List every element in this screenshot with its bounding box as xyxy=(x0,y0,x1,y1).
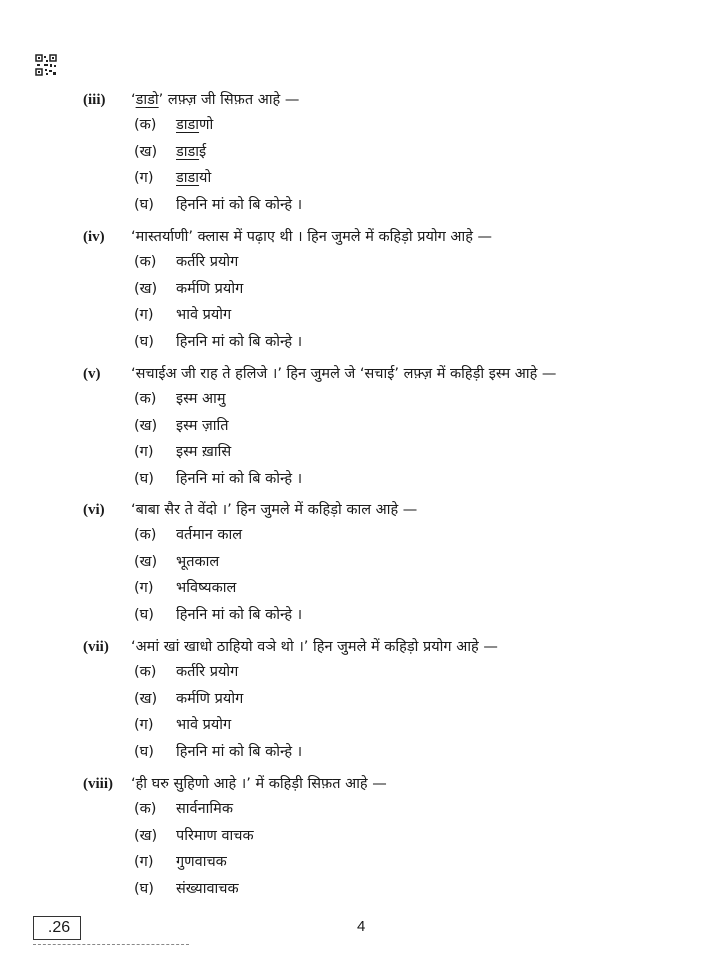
question-text xyxy=(131,227,707,247)
question-number: (vi) xyxy=(83,502,105,518)
question-text xyxy=(131,637,707,657)
option-text-part: भावे प्रयोग xyxy=(176,307,232,323)
question-text-part: ड xyxy=(135,92,148,108)
option-text-part: ड xyxy=(176,143,188,160)
option-text-part: भावे प्रयोग xyxy=(176,717,232,733)
option-label: (ग) xyxy=(134,854,154,870)
qr-code-icon xyxy=(35,54,57,76)
option-label: (ग) xyxy=(134,717,154,733)
answer-option xyxy=(134,279,243,299)
answer-option xyxy=(134,168,211,188)
option-text-part: हिननि मां को बि कोन्हे । xyxy=(176,470,303,487)
option-label: (घ) xyxy=(134,743,154,760)
option-text-part: ाई xyxy=(199,143,207,160)
option-text-part: इस्म ज़ाति xyxy=(176,417,229,434)
question-number: (vii) xyxy=(83,639,109,655)
option-text xyxy=(176,801,233,817)
question-text-part: ‘बाबा सैर ते वेंदो ।’ हिन जुमले में कहिड़ो काल आहे — xyxy=(131,502,418,518)
answer-option xyxy=(134,332,302,352)
option-label: (क) xyxy=(134,391,157,407)
option-label: (ख) xyxy=(134,690,158,707)
answer-option xyxy=(134,826,254,846)
option-text-part: परिमाण वाचक xyxy=(176,827,254,844)
answer-option xyxy=(134,142,206,162)
option-text-part: सार्वनामिक xyxy=(176,801,233,817)
option-label: (क) xyxy=(134,664,157,680)
option-label: (घ) xyxy=(134,333,154,350)
option-text-part: ड xyxy=(187,117,200,133)
question-text-part: ‘ही घरु सुहिणो आहे ।’ में कहिड़ी सिफ़त आहे — xyxy=(131,776,387,792)
option-text xyxy=(176,444,231,460)
option-text-part: कर्मणि प्रयोग xyxy=(176,690,244,707)
option-text xyxy=(176,554,219,570)
option-text xyxy=(176,418,229,434)
question-paper-code: .26 xyxy=(33,916,81,940)
question-number: (viii) xyxy=(83,776,113,792)
answer-option xyxy=(134,662,238,682)
question-text xyxy=(131,774,707,794)
answer-option xyxy=(134,799,233,819)
option-text-part: ड xyxy=(187,170,200,186)
option-text-part: इस्म आमु xyxy=(176,391,226,407)
option-text-part: भविष्यकाल xyxy=(176,580,237,596)
answer-option xyxy=(134,416,229,436)
question-text xyxy=(131,500,707,520)
option-text xyxy=(176,744,302,760)
answer-option xyxy=(134,552,219,572)
option-text xyxy=(176,307,231,323)
option-label: (ख) xyxy=(134,417,158,434)
option-text xyxy=(176,471,302,487)
question-text-part: ‘मास्तर्याणी’ क्लास में पढ़ाए थी । हिन जुमले में कहिड़ो प्रयोग आहे — xyxy=(131,229,493,245)
option-text xyxy=(176,717,231,733)
answer-option xyxy=(134,578,236,598)
option-label: (क) xyxy=(134,527,157,543)
question-number: (v) xyxy=(83,366,101,382)
option-text xyxy=(176,197,302,213)
question-number: (iv) xyxy=(83,229,105,245)
option-text xyxy=(176,334,302,350)
option-text xyxy=(176,691,243,707)
question-text-part: ड xyxy=(147,92,159,108)
option-text-part: ायो xyxy=(199,170,212,186)
answer-option xyxy=(134,879,239,899)
option-text xyxy=(176,254,238,270)
answer-option xyxy=(134,852,227,872)
answer-option xyxy=(134,715,231,735)
answer-option xyxy=(134,605,302,625)
option-text-part: इस्म ख़ासि xyxy=(176,444,232,460)
option-text xyxy=(176,281,243,297)
option-label: (ग) xyxy=(134,307,154,323)
option-text xyxy=(176,580,236,596)
option-text-part: हिननि मां को बि कोन्हे । xyxy=(176,333,303,350)
answer-option xyxy=(134,742,302,762)
option-text-part: हिननि मां को बि कोन्हे । xyxy=(176,743,303,760)
option-label: (घ) xyxy=(134,196,154,213)
option-text-part: कर्मणि प्रयोग xyxy=(176,280,244,297)
option-text-part: भूतकाल xyxy=(176,553,220,570)
option-text-part: गुणवाचक xyxy=(176,854,227,870)
option-text xyxy=(176,391,226,407)
option-text-part: ड xyxy=(176,170,188,186)
question-text-part: ‘सचाईअ जी राह ते हलिजे ।’ हिन जुमले जे ‘सचाई’ लफ़्ज़ में कहिड़ी इस्म आहे — xyxy=(131,366,557,382)
option-text xyxy=(176,144,206,160)
option-text-part: वर्तमान काल xyxy=(176,527,243,543)
option-label: (ख) xyxy=(134,827,158,844)
option-label: (ग) xyxy=(134,444,154,460)
option-label: (क) xyxy=(134,117,157,133)
option-text xyxy=(176,117,213,133)
answer-option xyxy=(134,469,302,489)
question-text xyxy=(131,364,707,384)
question-text-part: ‘अमां खां खाधो ठाहियो वञे थो ।’ हिन जुमले में कहिड़ो प्रयोग आहे — xyxy=(131,639,498,655)
option-label: (ग) xyxy=(134,580,154,596)
answer-option xyxy=(134,442,231,462)
option-text-part: कर्तरि प्रयोग xyxy=(176,664,239,680)
answer-option xyxy=(134,115,213,135)
option-text-part: कर्तरि प्रयोग xyxy=(176,254,239,270)
option-label: (ख) xyxy=(134,553,158,570)
option-label: (क) xyxy=(134,254,157,270)
option-text xyxy=(176,527,242,543)
option-text xyxy=(176,828,254,844)
option-label: (घ) xyxy=(134,470,154,487)
option-text-part: संख्यावाचक xyxy=(176,880,239,897)
question-number: (iii) xyxy=(83,92,106,108)
option-label: (ग) xyxy=(134,170,154,186)
option-label: (घ) xyxy=(134,880,154,897)
option-text-part: ड xyxy=(176,117,188,133)
footer-rule xyxy=(33,944,189,945)
option-text-part: हिननि मां को बि कोन्हे । xyxy=(176,606,303,623)
answer-option xyxy=(134,305,231,325)
answer-option xyxy=(134,689,243,709)
answer-option xyxy=(134,195,302,215)
question-text-part: ’ लफ़्ज़ जी सिफ़त आहे — xyxy=(158,92,300,108)
answer-option xyxy=(134,389,226,409)
question-text-part: ‘ xyxy=(131,92,136,108)
option-text-part: ाणो xyxy=(199,117,214,133)
answer-option xyxy=(134,525,242,545)
option-label: (ख) xyxy=(134,143,158,160)
page-number: 4 xyxy=(357,918,366,935)
option-text xyxy=(176,854,227,870)
option-label: (ख) xyxy=(134,280,158,297)
question-text xyxy=(131,90,707,110)
answer-option xyxy=(134,252,238,272)
option-label: (क) xyxy=(134,801,157,817)
option-text xyxy=(176,607,302,623)
option-text-part: ड xyxy=(187,143,200,160)
option-text xyxy=(176,881,239,897)
option-text xyxy=(176,170,211,186)
option-label: (घ) xyxy=(134,606,154,623)
option-text-part: हिननि मां को बि कोन्हे । xyxy=(176,196,303,213)
option-text xyxy=(176,664,238,680)
